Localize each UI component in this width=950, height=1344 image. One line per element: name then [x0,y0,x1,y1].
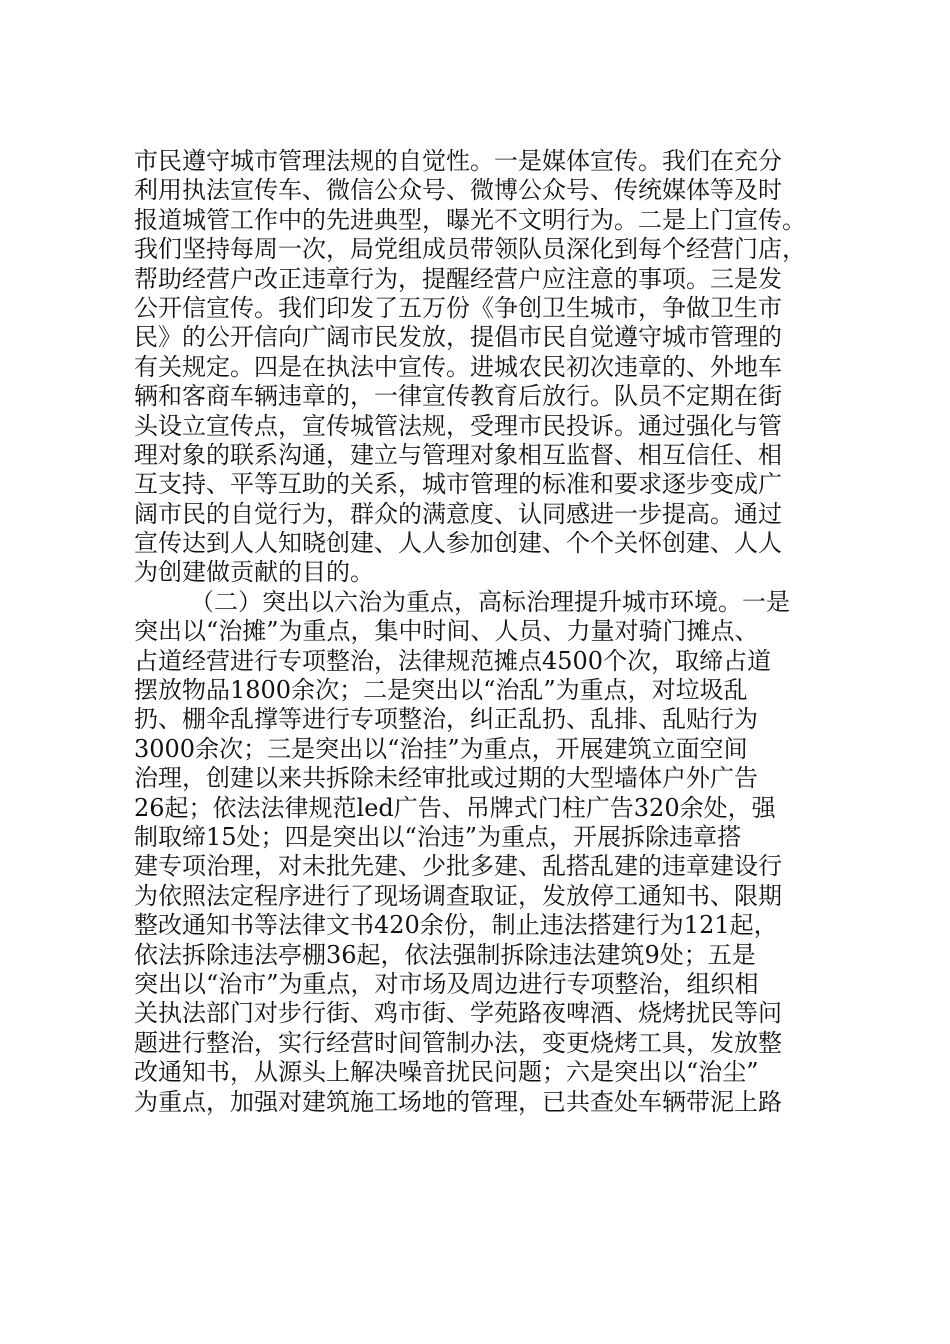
text-line: 26起；依法法律规范led广告、吊牌式门柱广告320余处，强 [134,793,776,822]
text-line: 阔市民的自觉行为，群众的满意度、认同感进一步提高。通过 [134,499,782,528]
text-line: 我们坚持每周一次，局党组成员带领队员深化到每个经营门店， [134,235,806,264]
text-line: 制取缔15处；四是突出以“治违”为重点，开展拆除违章搭 [134,822,742,851]
text-line: 为重点，加强对建筑施工场地的管理，已共查处车辆带泥上路 [134,1087,782,1116]
text-line: 为创建做贡献的目的。 [134,558,374,587]
text-line: 公开信宣传。我们印发了五万份《争创卫生城市，争做卫生市 [134,293,782,322]
text-line: 关执法部门对步行街、鸡市街、学苑路夜啤酒、烧烤扰民等问 [134,999,782,1028]
text-line: 突出以“治市”为重点，对市场及周边进行专项整治，组织相 [134,969,759,998]
text-line: 扔、棚伞乱撑等进行专项整治，纠正乱扔、乱排、乱贴行为 [134,705,758,734]
text-line: 民》的公开信向广阔市民发放，提倡市民自觉遵守城市管理的 [134,323,782,352]
text-line: 突出以“治摊”为重点，集中时间、人员、力量对骑门摊点、 [134,617,759,646]
text-line: 头设立宣传点，宣传城管法规，受理市民投诉。通过强化与管 [134,411,782,440]
text-line: 宣传达到人人知晓创建、人人参加创建、个个关怀创建、人人 [134,529,782,558]
text-line: 整改通知书等法律文书420余份，制止违法搭建行为121起， [134,911,778,940]
text-line: 治理，创建以来共拆除未经审批或过期的大型墙体户外广告 [134,764,758,793]
text-line: 报道城管工作中的先进典型，曝光不文明行为。二是上门宣传。 [134,205,806,234]
text-line: 题进行整治，实行经营时间管制办法，变更烧烤工具，发放整 [134,1028,782,1057]
text-line: 互支持、平等互助的关系，城市管理的标准和要求逐步变成广 [134,470,782,499]
paragraph-start-line: （二）突出以六治为重点，高标治理提升城市环境。一是 [190,587,790,616]
text-line: 建专项治理，对未批先建、少批多建、乱搭乱建的违章建设行 [134,852,782,881]
text-line: 为依照法定程序进行了现场调查取证，发放停工通知书、限期 [134,881,782,910]
body-text [134,147,834,1117]
text-line: 帮助经营户改正违章行为，提醒经营户应注意的事项。三是发 [134,264,782,293]
text-line: 市民遵守城市管理法规的自觉性。一是媒体宣传。我们在充分 [134,147,782,175]
text-line: 依法拆除违法亭棚36起，依法强制拆除违法建筑9处；五是 [134,940,756,969]
text-line: 有关规定。四是在执法中宣传。进城农民初次违章的、外地车 [134,352,782,381]
text-line: 摆放物品1800余次；二是突出以“治乱”为重点，对垃圾乱 [134,676,748,705]
text-line: 辆和客商车辆违章的，一律宣传教育后放行。队员不定期在街 [134,382,782,411]
text-line: 占道经营进行专项整治，法律规范摊点4500个次，取缔占道 [134,646,772,675]
text-line: 理对象的联系沟通，建立与管理对象相互监督、相互信任、相 [134,440,782,469]
text-line: 3000余次；三是突出以“治挂”为重点，开展建筑立面空间 [134,734,748,763]
text-line: 改通知书，从源头上解决噪音扰民问题；六是突出以“治尘” [134,1058,759,1087]
text-line: 利用执法宣传车、微信公众号、微博公众号、传统媒体等及时 [134,176,782,205]
